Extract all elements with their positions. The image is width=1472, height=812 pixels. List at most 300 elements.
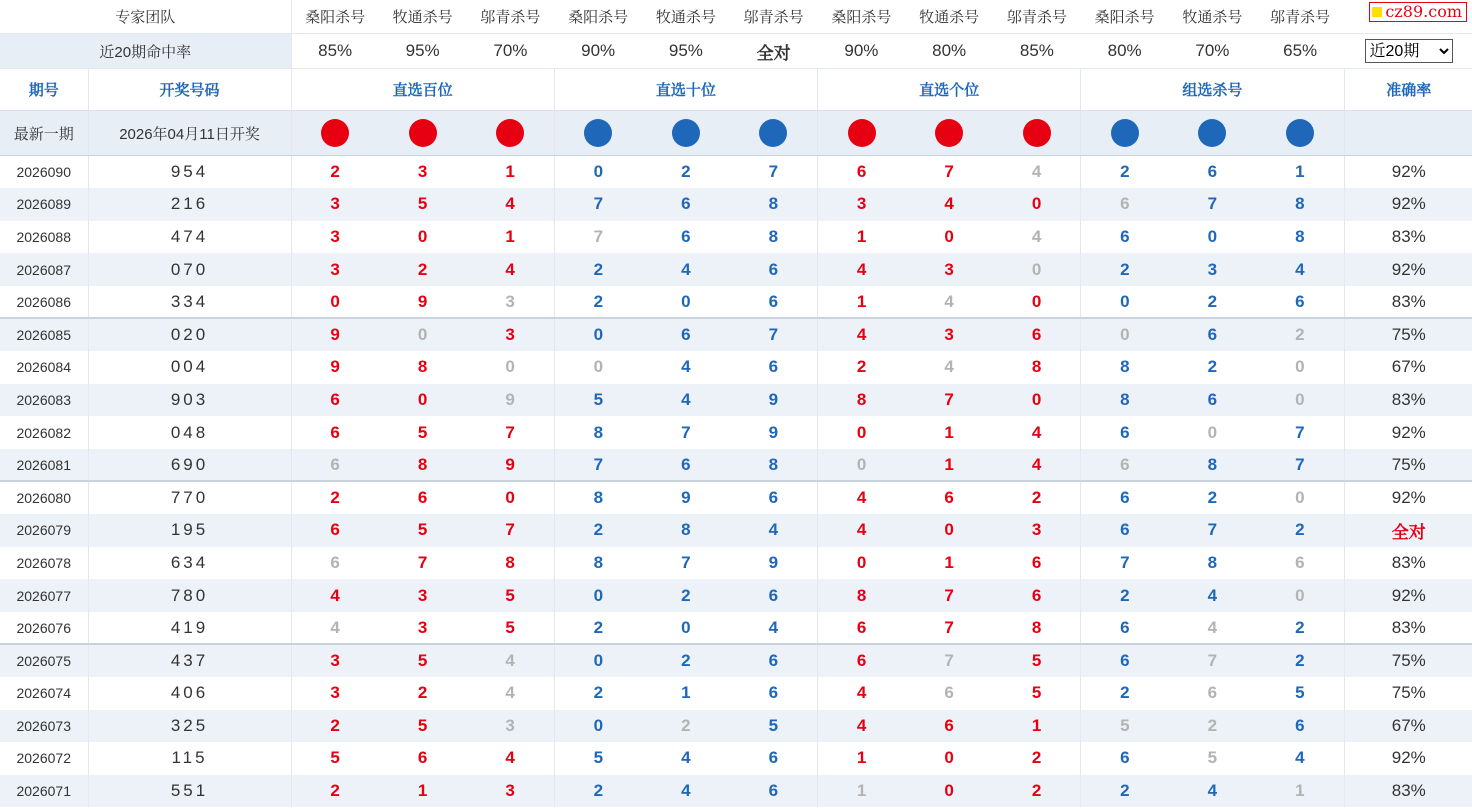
period-cell: 2026089 [0, 188, 88, 221]
kill-number: 2 [554, 514, 642, 547]
kill-number: 2 [593, 291, 604, 311]
kill-ball: 4 [759, 119, 787, 147]
kill-number: 6 [993, 318, 1081, 351]
kill-number: 4 [1169, 775, 1257, 808]
kill-number: 7 [1256, 449, 1344, 482]
kill-number: 6 [905, 481, 993, 514]
kill-number: 6 [730, 742, 818, 775]
kill-ball: 6 [1111, 119, 1139, 147]
table-row [0, 221, 1472, 254]
kill-number: 6 [1207, 162, 1218, 182]
kill-number: 4 [730, 514, 818, 547]
period-cell: 2026085 [0, 318, 88, 351]
table-row [0, 449, 1472, 482]
col-header-tens: 直选十位 [554, 69, 817, 111]
kill-number: 2 [593, 683, 604, 703]
kill-number: 1 [467, 221, 555, 254]
draw-number-cell: 437 [88, 644, 291, 677]
accuracy-cell: 83% [1344, 286, 1472, 319]
hit-rate: 85% [291, 34, 379, 69]
kill-number: 4 [291, 579, 379, 612]
period-cell: 2026078 [0, 547, 88, 580]
kill-ball: 5 [672, 119, 700, 147]
kill-ball: 8 [1198, 119, 1226, 147]
col-header-accuracy: 准确率 [1344, 69, 1472, 111]
kill-number: 8 [818, 384, 906, 417]
kill-number: 6 [818, 644, 906, 677]
kill-number: 0 [993, 286, 1081, 319]
draw-number-cell: 474 [88, 221, 291, 254]
kill-number: 8 [993, 612, 1081, 645]
accuracy-cell: 75% [1344, 644, 1472, 677]
kill-number: 4 [993, 416, 1081, 449]
kill-number: 8 [730, 221, 818, 254]
draw-number-cell: 195 [88, 514, 291, 547]
kill-number: 2 [856, 357, 867, 377]
kill-number: 5 [993, 644, 1081, 677]
kill-number-miss: 4 [330, 617, 340, 637]
kill-number: 3 [1169, 253, 1257, 286]
latest-ball-cell [1169, 111, 1257, 156]
draw-number-cell: 070 [88, 253, 291, 286]
expert-name: 牧通杀号 [642, 0, 730, 34]
table-row [0, 644, 1472, 677]
kill-number-miss: 2 [642, 710, 730, 743]
kill-number: 8 [379, 449, 467, 482]
col-header-period: 期号 [0, 69, 88, 111]
kill-number: 2 [993, 481, 1081, 514]
kill-number: 5 [993, 677, 1081, 710]
kill-number: 4 [642, 253, 730, 286]
kill-number: 7 [1256, 416, 1344, 449]
kill-number: 8 [1256, 188, 1344, 221]
accuracy-cell: 92% [1344, 742, 1472, 775]
table-row [0, 677, 1472, 710]
logo-cell [1344, 0, 1472, 34]
accuracy-cell: 75% [1344, 318, 1472, 351]
kill-number: 2 [1256, 644, 1344, 677]
kill-number: 6 [993, 579, 1081, 612]
kill-number: 2 [1120, 683, 1130, 703]
kill-number: 6 [1256, 710, 1344, 743]
kill-number: 4 [856, 683, 867, 703]
kill-number: 8 [467, 547, 555, 580]
expert-name: 桑阳杀号 [1081, 0, 1169, 34]
kill-number: 3 [467, 318, 555, 351]
kill-number: 5 [593, 748, 604, 768]
accuracy-cell: 全对 [1344, 514, 1472, 547]
kill-number: 6 [856, 617, 867, 637]
draw-number-cell: 770 [88, 481, 291, 514]
kill-number: 1 [856, 291, 867, 311]
hit-rate: 70% [467, 34, 555, 69]
kill-number: 4 [467, 188, 555, 221]
kill-number: 2 [291, 481, 379, 514]
kill-number: 6 [730, 253, 818, 286]
kill-number: 1 [856, 748, 867, 768]
latest-ball-cell [1081, 111, 1169, 156]
kill-number: 6 [730, 677, 818, 710]
col-header-hundreds: 直选百位 [291, 69, 554, 111]
accuracy-cell: 92% [1344, 253, 1472, 286]
kill-number: 6 [905, 710, 993, 743]
kill-number: 8 [1207, 552, 1218, 572]
kill-number: 2 [554, 253, 642, 286]
latest-accuracy-cell [1344, 111, 1472, 156]
kill-number: 4 [642, 384, 730, 417]
col-header-draw: 开奖号码 [88, 69, 291, 111]
kill-number: 8 [1081, 384, 1169, 417]
draw-number-cell: 216 [88, 188, 291, 221]
kill-number-miss: 0 [1256, 351, 1344, 384]
expert-name: 邬青杀号 [1256, 0, 1344, 34]
kill-number: 8 [593, 552, 604, 572]
period-cell: 2026084 [0, 351, 88, 384]
draw-number-cell: 551 [88, 775, 291, 808]
latest-row [0, 111, 1472, 156]
kill-number: 3 [417, 162, 428, 182]
kill-number: 9 [417, 291, 428, 311]
kill-number: 7 [554, 188, 642, 221]
kill-number: 3 [291, 188, 379, 221]
kill-number: 0 [681, 617, 691, 637]
kill-number: 0 [856, 552, 867, 572]
period-cell: 2026071 [0, 775, 88, 808]
kill-number: 0 [905, 514, 993, 547]
kill-number: 2 [993, 742, 1081, 775]
kill-number: 6 [1120, 748, 1130, 768]
kill-number: 1 [1256, 156, 1344, 189]
accuracy-cell: 83% [1344, 775, 1472, 808]
accuracy-cell: 83% [1344, 547, 1472, 580]
kill-number: 8 [554, 481, 642, 514]
kill-number: 7 [905, 579, 993, 612]
kill-number: 5 [330, 748, 340, 768]
kill-ball: 4 [1023, 119, 1051, 147]
kill-number: 7 [554, 449, 642, 482]
kill-number: 5 [379, 188, 467, 221]
kill-number: 4 [818, 318, 906, 351]
period-range-select[interactable] [1365, 39, 1453, 63]
kill-number: 5 [730, 710, 818, 743]
team-label: 专家团队 [0, 0, 291, 34]
kill-number-miss: 7 [1169, 644, 1257, 677]
kill-number: 0 [944, 226, 954, 246]
period-cell: 2026080 [0, 481, 88, 514]
draw-number-cell: 020 [88, 318, 291, 351]
latest-ball-cell [905, 111, 993, 156]
kill-number: 6 [1081, 481, 1169, 514]
col-header-group: 组选杀号 [1081, 69, 1344, 111]
expert-name: 桑阳杀号 [291, 0, 379, 34]
draw-number-cell: 690 [88, 449, 291, 482]
period-cell: 2026081 [0, 449, 88, 482]
draw-number-cell: 325 [88, 710, 291, 743]
kill-number-miss: 4 [944, 291, 954, 311]
period-cell: 2026076 [0, 612, 88, 645]
kill-number: 6 [291, 514, 379, 547]
kill-number-miss: 4 [993, 221, 1081, 254]
kill-number-miss: 0 [1256, 384, 1344, 417]
kill-number: 5 [379, 710, 467, 743]
period-cell: 2026077 [0, 579, 88, 612]
kill-number: 9 [730, 416, 818, 449]
kill-number: 6 [730, 286, 818, 319]
accuracy-cell: 83% [1344, 612, 1472, 645]
kill-number: 3 [291, 644, 379, 677]
kill-ball: 2 [496, 119, 524, 147]
kill-number: 5 [467, 612, 555, 645]
kill-number: 2 [417, 683, 428, 703]
period-cell: 2026083 [0, 384, 88, 417]
period-cell: 2026088 [0, 221, 88, 254]
kill-ball: 6 [584, 119, 612, 147]
kill-number: 3 [905, 318, 993, 351]
period-select-cell [1344, 34, 1472, 69]
kill-number: 0 [593, 162, 604, 182]
kill-number: 5 [467, 579, 555, 612]
table-row [0, 742, 1472, 775]
kill-number: 9 [330, 357, 340, 377]
kill-number: 8 [730, 188, 818, 221]
table-row [0, 514, 1472, 547]
kill-number-miss: 2 [1256, 318, 1344, 351]
kill-number: 0 [1120, 291, 1130, 311]
kill-number: 7 [467, 514, 555, 547]
kill-number: 4 [818, 253, 906, 286]
kill-number: 0 [993, 384, 1081, 417]
kill-number: 0 [554, 710, 642, 743]
kill-number-miss: 4 [467, 644, 555, 677]
draw-number-cell: 954 [88, 156, 291, 189]
kill-number: 3 [330, 683, 340, 703]
kill-number: 3 [330, 226, 340, 246]
kill-number: 2 [1120, 162, 1130, 182]
table-row [0, 481, 1472, 514]
kill-number: 4 [993, 449, 1081, 482]
table-row [0, 775, 1472, 808]
kill-number-miss: 9 [467, 384, 555, 417]
kill-number: 6 [1256, 286, 1344, 319]
kill-number: 6 [1081, 644, 1169, 677]
table-row [0, 547, 1472, 580]
expert-name: 牧通杀号 [1169, 0, 1257, 34]
kill-number-miss: 0 [1207, 422, 1218, 442]
kill-number: 4 [905, 188, 993, 221]
period-cell: 2026090 [0, 156, 88, 189]
kill-number-miss: 6 [291, 449, 379, 482]
kill-number: 8 [1169, 449, 1257, 482]
period-cell: 2026073 [0, 710, 88, 743]
kill-number: 3 [818, 188, 906, 221]
kill-number: 9 [730, 547, 818, 580]
kill-number: 6 [1120, 617, 1130, 637]
kill-number: 4 [818, 710, 906, 743]
table-row [0, 612, 1472, 645]
kill-number-miss: 0 [379, 318, 467, 351]
logo-square-icon [1372, 7, 1382, 17]
kill-number: 8 [593, 422, 604, 442]
kill-ball: 9 [321, 119, 349, 147]
kill-number: 0 [944, 748, 954, 768]
kill-number: 6 [856, 162, 867, 182]
kill-number: 6 [1120, 422, 1130, 442]
kill-number-miss: 5 [1081, 710, 1169, 743]
kill-number: 1 [993, 710, 1081, 743]
kill-number: 1 [467, 156, 555, 189]
kill-number: 6 [330, 422, 340, 442]
latest-ball-cell [730, 111, 818, 156]
col-header-ones: 直选个位 [818, 69, 1081, 111]
hit-rate-label: 近20期命中率 [0, 34, 291, 69]
kill-number-miss: 0 [593, 357, 604, 377]
kill-number-miss: 0 [1256, 481, 1344, 514]
kill-number: 7 [1169, 188, 1257, 221]
expert-name: 牧通杀号 [905, 0, 993, 34]
accuracy-cell: 67% [1344, 351, 1472, 384]
period-cell: 2026087 [0, 253, 88, 286]
kill-number: 2 [554, 775, 642, 808]
kill-number-miss: 6 [330, 552, 340, 572]
kill-number-miss: 0 [1081, 318, 1169, 351]
kill-number: 0 [856, 422, 867, 442]
kill-number-miss: 4 [1207, 617, 1218, 637]
hit-rate: 95% [379, 34, 467, 69]
kill-number: 7 [1169, 514, 1257, 547]
kill-number: 2 [330, 162, 340, 182]
kill-number: 6 [642, 188, 730, 221]
kill-number: 6 [730, 775, 818, 808]
site-logo[interactable] [1369, 2, 1467, 22]
kill-number: 3 [467, 775, 555, 808]
hit-rate: 65% [1256, 34, 1344, 69]
kill-number: 2 [642, 644, 730, 677]
draw-number-cell: 048 [88, 416, 291, 449]
kill-number: 7 [730, 318, 818, 351]
kill-number: 6 [417, 748, 428, 768]
kill-number: 2 [1256, 514, 1344, 547]
latest-ball-cell [467, 111, 555, 156]
kill-number: 4 [1256, 742, 1344, 775]
kill-number: 6 [730, 351, 818, 384]
kill-number-miss: 0 [818, 449, 906, 482]
kill-number: 5 [554, 384, 642, 417]
kill-number: 9 [291, 318, 379, 351]
kill-number: 8 [1256, 221, 1344, 254]
kill-number-miss: 2 [1169, 710, 1257, 743]
kill-number: 1 [905, 449, 993, 482]
kill-number: 9 [467, 449, 555, 482]
draw-number-cell: 334 [88, 286, 291, 319]
kill-number: 9 [642, 481, 730, 514]
table-row [0, 710, 1472, 743]
kill-number: 6 [1169, 318, 1257, 351]
kill-number: 3 [905, 253, 993, 286]
period-cell: 2026072 [0, 742, 88, 775]
accuracy-cell: 92% [1344, 481, 1472, 514]
kill-number: 6 [291, 384, 379, 417]
kill-number: 2 [1081, 253, 1169, 286]
table-row [0, 579, 1472, 612]
kill-number: 7 [1120, 552, 1130, 572]
kill-number: 9 [730, 384, 818, 417]
kill-number: 7 [467, 416, 555, 449]
latest-ball-cell [818, 111, 906, 156]
kill-number: 0 [554, 579, 642, 612]
kill-number: 0 [330, 291, 340, 311]
kill-number-miss: 3 [467, 710, 555, 743]
kill-number: 5 [417, 422, 428, 442]
kill-number: 6 [681, 226, 691, 246]
kill-number-miss: 0 [467, 351, 555, 384]
kill-number-miss: 3 [467, 286, 555, 319]
kill-number: 3 [379, 579, 467, 612]
kill-number: 7 [681, 422, 691, 442]
period-cell: 2026086 [0, 286, 88, 319]
draw-number-cell: 004 [88, 351, 291, 384]
expert-name: 桑阳杀号 [818, 0, 906, 34]
kill-number: 4 [818, 481, 906, 514]
latest-ball-cell [642, 111, 730, 156]
kill-number: 0 [554, 318, 642, 351]
kill-number: 1 [944, 552, 954, 572]
accuracy-cell: 92% [1344, 416, 1472, 449]
kill-number: 0 [467, 481, 555, 514]
kill-number: 6 [379, 481, 467, 514]
kill-number: 4 [681, 357, 691, 377]
accuracy-cell: 92% [1344, 579, 1472, 612]
expert-name: 牧通杀号 [379, 0, 467, 34]
kill-number: 2 [379, 253, 467, 286]
kill-number: 8 [1120, 357, 1130, 377]
table-row [0, 156, 1472, 189]
kill-number-miss: 6 [1081, 449, 1169, 482]
hit-rate: 80% [905, 34, 993, 69]
draw-number-cell: 903 [88, 384, 291, 417]
kill-ball: 2 [1286, 119, 1314, 147]
draw-number-cell: 419 [88, 612, 291, 645]
hit-rate-row [0, 34, 1472, 69]
table-row [0, 253, 1472, 286]
period-cell: 2026075 [0, 644, 88, 677]
latest-ball-cell [1256, 111, 1344, 156]
hit-rate: 90% [554, 34, 642, 69]
kill-number: 0 [993, 188, 1081, 221]
draw-number-cell: 115 [88, 742, 291, 775]
expert-names-row [0, 0, 1472, 34]
period-cell: 2026079 [0, 514, 88, 547]
accuracy-cell: 92% [1344, 156, 1472, 189]
kill-number: 4 [818, 514, 906, 547]
kill-ball: 3 [848, 119, 876, 147]
kill-number: 0 [379, 384, 467, 417]
kill-number: 7 [417, 552, 428, 572]
kill-number: 0 [681, 291, 691, 311]
kill-number: 7 [944, 162, 954, 182]
kill-number: 3 [993, 514, 1081, 547]
kill-number-miss: 7 [593, 226, 604, 246]
kill-number: 5 [379, 644, 467, 677]
hit-rate: 95% [642, 34, 730, 69]
kill-number: 8 [417, 357, 428, 377]
kill-number-miss: 6 [1256, 547, 1344, 580]
kill-number: 2 [593, 617, 604, 637]
kill-number: 0 [905, 775, 993, 808]
kill-number: 7 [681, 552, 691, 572]
hit-rate: 80% [1081, 34, 1169, 69]
expert-name: 邬青杀号 [730, 0, 818, 34]
kill-number: 6 [730, 481, 818, 514]
